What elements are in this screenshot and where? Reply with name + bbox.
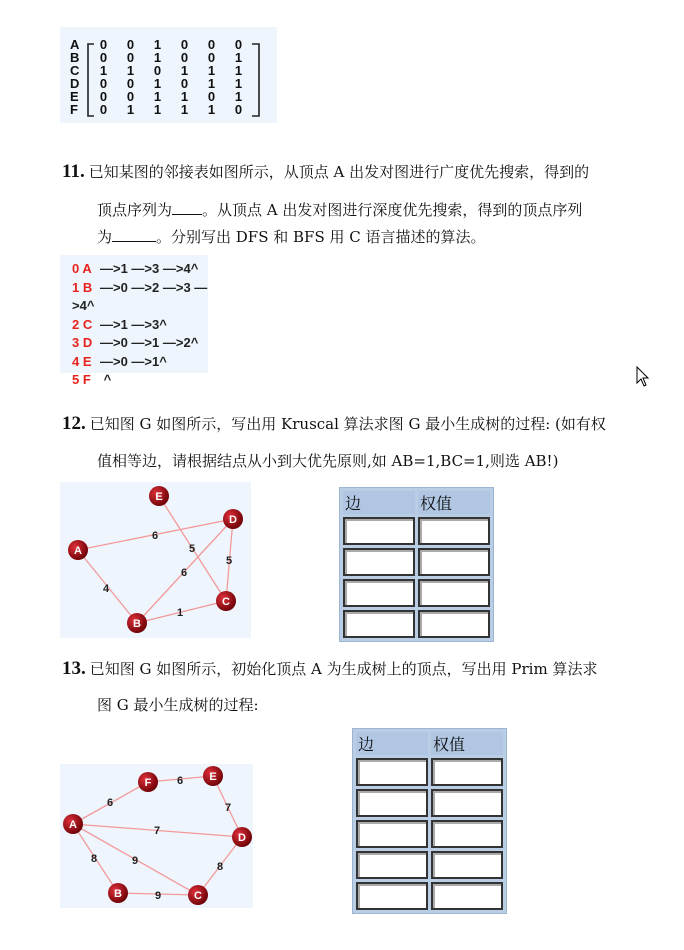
edge-weight-label: 9 xyxy=(131,855,139,867)
edge-weight-label: 7 xyxy=(153,825,161,837)
matrix-cell: 0 xyxy=(207,50,216,65)
edge-chain: —>0 —>1^ xyxy=(100,353,167,369)
table-row xyxy=(356,758,503,786)
matrix-row-label: D xyxy=(70,76,80,91)
q12-text: 已知图 G 如图所示，写出用 Kruscal 算法求图 G 最小生成树的过程: (如有权 xyxy=(89,415,606,433)
table-row xyxy=(356,789,503,817)
edge-chain: —>1 —>3 —>4^ xyxy=(100,261,199,276)
vertex-head: 2 C xyxy=(72,316,93,332)
q11-line3 xyxy=(97,227,486,246)
matrix-cell: 1 xyxy=(234,63,243,78)
matrix-row-label: A xyxy=(70,37,80,52)
answer-cell[interactable] xyxy=(343,610,415,638)
matrix-cell: 1 xyxy=(234,76,243,91)
answer-cell[interactable] xyxy=(431,882,503,910)
matrix-cell: 0 xyxy=(180,76,189,91)
matrix-cell: 1 xyxy=(180,89,189,104)
matrix-cell: 1 xyxy=(180,102,189,117)
graph1-figure xyxy=(60,482,251,638)
question-number: 12. xyxy=(62,413,86,434)
question-number: 11. xyxy=(62,161,85,182)
q12-line2: 值相等边，请根据结点从小到大优先原则,如 AB=1,BC=1,则选 AB!) xyxy=(97,452,559,470)
matrix-cell: 0 xyxy=(99,50,108,65)
table-header: 边 xyxy=(356,732,428,755)
edge-weight-label: 4 xyxy=(102,583,110,595)
answer-cell[interactable] xyxy=(343,548,415,576)
matrix-cell: 1 xyxy=(153,37,162,52)
matrix-cell: 0 xyxy=(234,37,243,52)
kruskal-edge-table xyxy=(339,487,494,642)
answer-cell[interactable] xyxy=(418,517,490,545)
answer-cell[interactable] xyxy=(343,579,415,607)
matrix-cell: 1 xyxy=(234,50,243,65)
node-label: D xyxy=(238,832,246,844)
table-row xyxy=(356,851,503,879)
mouse-cursor-icon xyxy=(636,366,650,388)
answer-cell[interactable] xyxy=(418,579,490,607)
node-label: F xyxy=(144,777,152,789)
answer-cell[interactable] xyxy=(418,610,490,638)
prim-edge-table xyxy=(352,728,507,914)
matrix-row-label: C xyxy=(70,63,80,78)
answer-cell[interactable] xyxy=(356,851,428,879)
matrix-cell: 0 xyxy=(180,50,189,65)
q11-text: 为 xyxy=(97,228,113,246)
matrix-cell: 1 xyxy=(153,102,162,117)
matrix-row-label: E xyxy=(70,89,79,104)
adjacency-list-row xyxy=(72,334,208,353)
matrix-cell: 0 xyxy=(126,37,135,52)
graph2-figure xyxy=(60,764,253,908)
table-row xyxy=(343,517,490,545)
q11-text: 顶点序列为 xyxy=(97,201,173,219)
matrix-cell: 0 xyxy=(126,89,135,104)
edge-chain: —>0 —>2 —>3 —>4^ xyxy=(72,279,208,313)
table-row xyxy=(356,882,503,910)
edge-chain: —>1 —>3^ xyxy=(100,316,167,332)
answer-cell[interactable] xyxy=(356,789,428,817)
edge-weight-label: 6 xyxy=(180,567,188,579)
vertex-head: 0 A xyxy=(72,261,92,276)
edge-weight-label: 6 xyxy=(106,797,114,809)
matrix-cell: 1 xyxy=(153,89,162,104)
answer-cell[interactable] xyxy=(356,820,428,848)
node-label: C xyxy=(222,596,230,608)
node-label: E xyxy=(155,491,163,503)
adjacency-list-figure xyxy=(60,255,208,387)
table-row xyxy=(343,548,490,576)
edge-weight-label: 8 xyxy=(216,861,224,873)
answer-blank xyxy=(172,200,202,215)
matrix-cell: 1 xyxy=(153,50,162,65)
q11-text: 已知某图的邻接表如图所示，从顶点 A 出发对图进行广度优先搜索，得到的 xyxy=(88,163,590,181)
edge-weight-label: 1 xyxy=(176,607,184,619)
answer-cell[interactable] xyxy=(343,517,415,545)
matrix-cell: 1 xyxy=(126,63,135,78)
answer-cell[interactable] xyxy=(356,882,428,910)
adjacency-list-row xyxy=(72,353,208,372)
vertex-head: 3 D xyxy=(72,335,93,350)
edge-weight-label: 7 xyxy=(224,802,232,814)
edge-weight-label: 9 xyxy=(154,890,162,902)
edge-chain: —>0 —>1 —>2^ xyxy=(100,335,199,350)
matrix-cell: 1 xyxy=(207,76,216,91)
answer-cell[interactable] xyxy=(431,851,503,879)
edge-chain: ^ xyxy=(100,372,112,387)
answer-cell[interactable] xyxy=(418,548,490,576)
matrix-cell: 0 xyxy=(126,76,135,91)
node-label: A xyxy=(74,545,82,557)
q12-line1 xyxy=(62,415,606,433)
edge-weight-label: 6 xyxy=(176,775,184,787)
answer-blank xyxy=(112,227,156,242)
node-label: C xyxy=(194,890,202,902)
table-row xyxy=(343,610,490,638)
matrix-cell: 1 xyxy=(207,63,216,78)
adjacency-matrix-figure xyxy=(60,27,277,123)
matrix-brackets xyxy=(60,27,277,123)
q11-line2 xyxy=(97,200,582,219)
edge-weight-label: 6 xyxy=(151,530,159,542)
node-label: B xyxy=(133,618,141,630)
adjacency-list-row xyxy=(72,371,208,390)
q13-text: 已知图 G 如图所示，初始化顶点 A 为生成树上的顶点，写出用 Prim 算法求 xyxy=(89,660,598,678)
node-label: E xyxy=(209,771,217,783)
q11-line1 xyxy=(62,163,589,181)
matrix-cell: 0 xyxy=(234,102,243,117)
matrix-row-label: F xyxy=(70,102,78,117)
answer-cell[interactable] xyxy=(431,758,503,786)
matrix-cell: 1 xyxy=(207,102,216,117)
matrix-cell: 1 xyxy=(153,76,162,91)
matrix-cell: 1 xyxy=(99,63,108,78)
answer-cell[interactable] xyxy=(431,789,503,817)
matrix-cell: 0 xyxy=(99,76,108,91)
q13-line1 xyxy=(62,660,597,678)
answer-cell[interactable] xyxy=(431,820,503,848)
q13-line2: 图 G 最小生成树的过程: xyxy=(97,696,259,714)
table-row xyxy=(356,820,503,848)
adjacency-list-row xyxy=(72,316,208,335)
node-label: D xyxy=(229,514,237,526)
matrix-cell: 0 xyxy=(153,63,162,78)
table-header: 权值 xyxy=(431,732,503,755)
matrix-cell: 0 xyxy=(99,89,108,104)
matrix-cell: 0 xyxy=(99,37,108,52)
node-label: B xyxy=(114,888,122,900)
table-row xyxy=(343,579,490,607)
matrix-cell: 0 xyxy=(207,89,216,104)
answer-cell[interactable] xyxy=(356,758,428,786)
question-number: 13. xyxy=(62,658,86,679)
matrix-cell: 1 xyxy=(234,89,243,104)
matrix-row-label: B xyxy=(70,50,80,65)
matrix-cell: 1 xyxy=(180,63,189,78)
adjacency-list-row xyxy=(72,260,208,279)
table-header: 边 xyxy=(343,491,415,514)
matrix-cell: 0 xyxy=(207,37,216,52)
edge-weight-label: 5 xyxy=(225,555,233,567)
matrix-cell: 1 xyxy=(126,102,135,117)
vertex-head: 1 B xyxy=(72,279,93,295)
node-label: A xyxy=(69,819,77,831)
table-header: 权值 xyxy=(418,491,490,514)
edge-weight-label: 5 xyxy=(188,543,196,555)
matrix-cell: 0 xyxy=(180,37,189,52)
matrix-cell: 0 xyxy=(99,102,108,117)
vertex-head: 4 E xyxy=(72,353,92,369)
q11-text: 。分别写出 DFS 和 BFS 用 C 语言描述的算法。 xyxy=(156,228,486,246)
adjacency-list-row xyxy=(72,279,208,316)
q11-text: 。从顶点 A 出发对图进行深度优先搜索，得到的顶点序列 xyxy=(202,201,583,219)
vertex-head: 5 F xyxy=(72,372,91,387)
matrix-cell: 0 xyxy=(126,50,135,65)
edge-weight-label: 8 xyxy=(90,853,98,865)
